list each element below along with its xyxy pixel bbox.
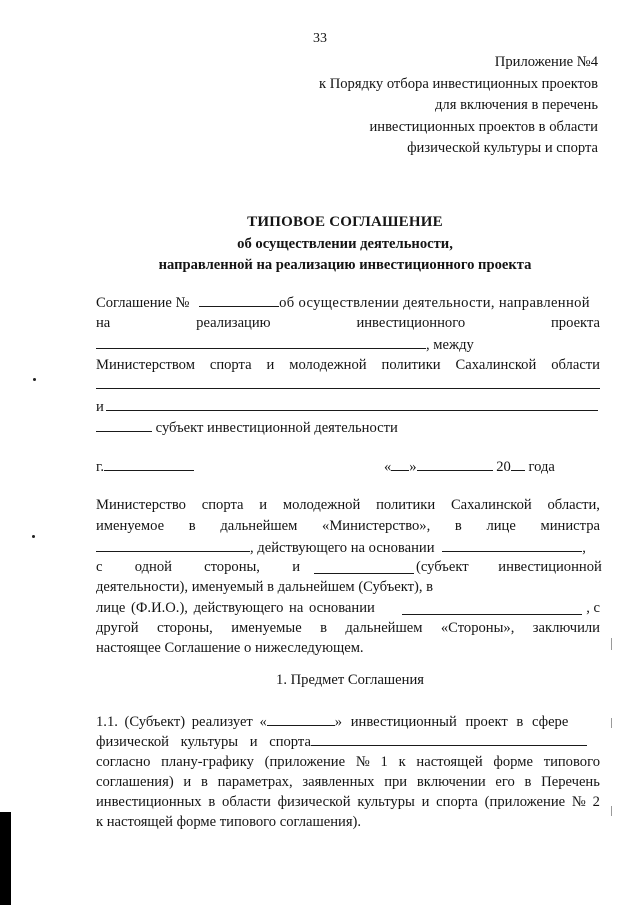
parties-line-6 bbox=[96, 600, 600, 617]
word: параметрах, bbox=[217, 774, 293, 790]
word: в bbox=[188, 518, 196, 534]
word: и bbox=[259, 497, 268, 513]
clause-line-3 bbox=[96, 754, 600, 771]
document-subtitle: направленной на реализацию инвестиционного проекта bbox=[158, 257, 532, 273]
word: политики bbox=[376, 497, 436, 513]
agreement-number-blank bbox=[199, 294, 279, 307]
parties-text: , действующего на основании bbox=[250, 540, 435, 556]
parties-text: , с bbox=[586, 600, 600, 616]
parties-line-7 bbox=[96, 620, 600, 637]
clause-line-5 bbox=[96, 794, 600, 811]
word: именуемые bbox=[231, 620, 302, 636]
scan-edge-bar bbox=[0, 812, 11, 905]
clause-text: 1.1. (Субъект) реализует « bbox=[96, 714, 267, 730]
word: в bbox=[200, 774, 208, 790]
parties-line-1 bbox=[96, 497, 600, 514]
word: «Стороны», bbox=[440, 620, 515, 636]
place-date-line bbox=[96, 458, 600, 476]
intro-line-5 bbox=[96, 376, 600, 394]
word: № bbox=[571, 794, 586, 810]
word: одной bbox=[134, 559, 172, 575]
quote-close: » bbox=[409, 459, 417, 475]
month-blank bbox=[417, 458, 493, 471]
word: согласно bbox=[96, 754, 151, 770]
clause-text: физической культуры и спорта bbox=[96, 734, 311, 750]
day-blank bbox=[391, 458, 409, 471]
word: заключили bbox=[532, 620, 600, 636]
intro-line-1 bbox=[96, 294, 600, 312]
word: в bbox=[454, 518, 462, 534]
clause-line-1 bbox=[96, 713, 600, 731]
word: Министерство bbox=[96, 497, 186, 513]
clause-line-6 bbox=[96, 814, 600, 831]
word: типового bbox=[543, 754, 600, 770]
word: инвестиционного bbox=[356, 315, 466, 331]
representative-basis-blank bbox=[402, 602, 582, 615]
appendix-line: к Порядку отбора инвестиционных проектов bbox=[318, 75, 598, 92]
word: области, bbox=[547, 497, 600, 513]
quote-open: « bbox=[384, 459, 392, 475]
word: и bbox=[183, 774, 192, 790]
word: лице bbox=[486, 518, 516, 534]
appendix-line: для включения в перечень bbox=[435, 97, 598, 113]
word: политики bbox=[381, 357, 441, 373]
intro-line-7 bbox=[96, 419, 600, 437]
intro-line-4 bbox=[96, 357, 600, 374]
word: (приложение bbox=[264, 754, 346, 770]
word: другой bbox=[96, 620, 139, 636]
sphere-blank bbox=[311, 733, 587, 746]
word: 2 bbox=[592, 794, 600, 810]
scan-speck bbox=[33, 378, 36, 381]
word: инвестиционных bbox=[96, 794, 202, 810]
word: 1 bbox=[380, 754, 388, 770]
date-field bbox=[384, 458, 555, 476]
ministry-blank bbox=[96, 376, 600, 389]
word: молодежной bbox=[289, 357, 367, 373]
section-title: 1. Предмет Соглашения bbox=[276, 672, 424, 688]
parties-line-8 bbox=[96, 640, 600, 657]
word: спорта bbox=[201, 497, 244, 513]
parties-line-4-right bbox=[416, 559, 600, 576]
word: № bbox=[355, 754, 370, 770]
parties-line-3 bbox=[96, 539, 600, 557]
word: именуемое bbox=[96, 518, 165, 534]
word: в bbox=[524, 774, 532, 790]
word: к bbox=[398, 754, 406, 770]
document-subtitle: об осуществлении деятельности, bbox=[237, 236, 453, 252]
word: спорта bbox=[209, 357, 252, 373]
project-name-blank bbox=[96, 336, 426, 349]
scan-edge-mark bbox=[611, 806, 612, 816]
appendix-line: инвестиционных проектов в области bbox=[369, 118, 598, 135]
appendix-header bbox=[319, 52, 598, 160]
clause-text: к настоящей форме типового соглашения). bbox=[96, 814, 362, 830]
city-label: г. bbox=[96, 459, 104, 475]
subject-name-blank bbox=[106, 398, 598, 411]
comma: , bbox=[582, 540, 586, 556]
word: стороны, bbox=[204, 559, 260, 575]
word: и bbox=[266, 357, 275, 373]
city-blank bbox=[104, 458, 194, 471]
word: Перечень bbox=[541, 774, 600, 790]
word: включении bbox=[416, 774, 486, 790]
clause-line-4 bbox=[96, 774, 600, 791]
agreement-number-label: Соглашение № bbox=[96, 295, 190, 311]
appendix-line: физической культуры и спорта bbox=[407, 140, 598, 156]
intro-line-3 bbox=[96, 336, 600, 354]
parties-line-4-left bbox=[96, 559, 300, 576]
scan-edge-mark bbox=[611, 638, 612, 650]
word: Министерством bbox=[96, 357, 195, 373]
subject-blank bbox=[314, 561, 414, 574]
word: на bbox=[96, 315, 111, 331]
minister-name-blank bbox=[96, 539, 250, 552]
word: реализацию bbox=[196, 315, 271, 331]
word: заявленных bbox=[302, 774, 375, 790]
parties-text: (субъект инвестиционной bbox=[416, 559, 602, 575]
word: молодежной bbox=[282, 497, 361, 513]
word: с bbox=[96, 559, 103, 575]
word: в bbox=[320, 620, 327, 636]
intro-line-2 bbox=[96, 315, 600, 332]
word: при bbox=[384, 774, 408, 790]
parties-text: настоящее Соглашение о нижеследующем. bbox=[96, 640, 364, 656]
year-blank bbox=[511, 458, 525, 471]
project-title-blank bbox=[267, 713, 335, 726]
basis-blank bbox=[442, 539, 582, 552]
word: Сахалинской bbox=[450, 497, 532, 513]
subject-blank bbox=[96, 419, 152, 432]
word: Сахалинской bbox=[455, 357, 537, 373]
word: дальнейшем bbox=[345, 620, 423, 636]
word: его bbox=[495, 774, 515, 790]
word: плану-графику bbox=[161, 754, 254, 770]
word: дальнейшем bbox=[220, 518, 298, 534]
word: в bbox=[208, 794, 216, 810]
word: и bbox=[292, 559, 300, 575]
intro-text: субъект инвестиционной деятельности bbox=[155, 420, 398, 436]
word: форме bbox=[493, 754, 533, 770]
intro-text: об осуществлении деятельности, направленной bbox=[279, 295, 590, 311]
parties-text: лице (Ф.И.О.), действующего на основании bbox=[96, 600, 375, 616]
word: области bbox=[551, 357, 600, 373]
word: соглашения) bbox=[96, 774, 174, 790]
word: и bbox=[421, 794, 430, 810]
scan-speck bbox=[32, 535, 35, 538]
word: области bbox=[222, 794, 271, 810]
page-number: 33 bbox=[313, 31, 327, 46]
year-suffix: года bbox=[528, 459, 555, 475]
word: физической bbox=[277, 794, 351, 810]
clause-text: » инвестиционный проект в сфере bbox=[334, 714, 569, 730]
scan-edge-mark bbox=[611, 718, 612, 728]
word: «Министерство», bbox=[322, 518, 431, 534]
word: стороны, bbox=[156, 620, 213, 636]
document-title: ТИПОВОЕ СОГЛАШЕНИЕ bbox=[247, 214, 443, 230]
word: проекта bbox=[550, 315, 600, 331]
appendix-line: Приложение №4 bbox=[494, 54, 598, 70]
word: настоящей bbox=[416, 754, 483, 770]
word: (приложение bbox=[484, 794, 566, 810]
intro-text: и bbox=[96, 399, 104, 415]
year-prefix: 20 bbox=[496, 459, 511, 475]
parties-line-5 bbox=[96, 579, 600, 596]
intro-text: , между bbox=[426, 337, 474, 353]
word: министра bbox=[540, 518, 600, 534]
parties-line-2 bbox=[96, 518, 600, 535]
intro-line-6 bbox=[96, 398, 600, 416]
word: культуры bbox=[357, 794, 415, 810]
parties-text: деятельности), именуемый в дальнейшем (Субъект), в bbox=[96, 579, 434, 595]
word: спорта bbox=[436, 794, 478, 810]
clause-line-2 bbox=[96, 733, 600, 751]
